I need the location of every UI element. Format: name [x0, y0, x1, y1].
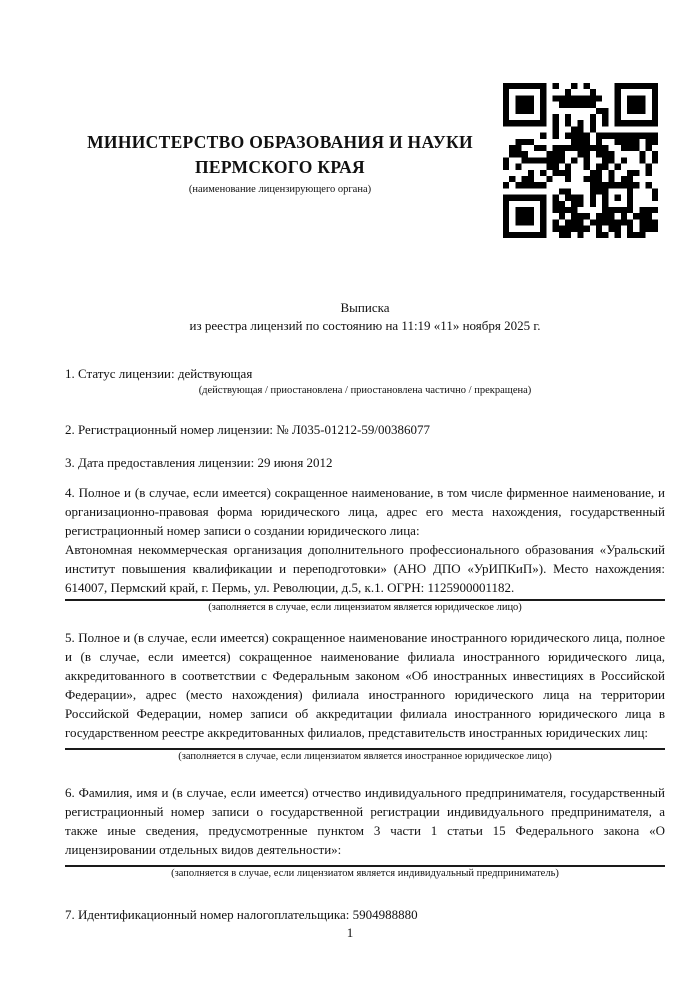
ministry-name-line1: МИНИСТЕРСТВО ОБРАЗОВАНИЯ И НАУКИ: [87, 132, 473, 152]
page-number: 1: [346, 925, 354, 940]
ministry-caption: (наименование лицензирующего органа): [188, 184, 372, 195]
item-7-taxpayer-number: 7. Идентификационный номер налогоплательщика: 5904988880: [65, 907, 418, 922]
item-4-legal-entity-value: Автономная некоммерческая организация дополнительного профессионального образования «Уральский институт повышения квалификации и переподготовки» (АНО ДПО «УрИПКиП»). Место нахождения: 614007, Пермский край, г. Пермь, ул. Революции, д.5, к.1. ОГРН: 1125900001182.: [65, 542, 665, 595]
document-title: Выписка: [340, 300, 390, 315]
item-1-license-status: 1. Статус лицензии: действующая: [65, 366, 253, 381]
item-5-caption: (заполняется в случае, если лицензиатом является иностранное юридическое лицо): [178, 751, 552, 762]
item-6-entrepreneur-heading: 6. Фамилия, имя и (в случае, если имеется) отчество индивидуального предпринимателя, государственный регистрационный номер записи о государственной регистрации индивидуального предпринимателя, а также иные сведения, предусмотренные пунктом 3 части 1 статьи 15 Федерального закона «О лицензировании отдельных видов деятельности»:: [65, 785, 665, 857]
item-1-caption: (действующая / приостановлена / приостановлена частично / прекращена): [198, 385, 532, 396]
document-subtitle: из реестра лицензий по состоянию на 11:19 «11» ноября 2025 г.: [189, 318, 541, 333]
qr-code: [503, 83, 658, 238]
item-3-grant-date: 3. Дата предоставления лицензии: 29 июня 2012: [65, 455, 333, 470]
ministry-name-line2: ПЕРМСКОГО КРАЯ: [195, 157, 365, 177]
document-body: [65, 364, 665, 924]
item-4-caption: (заполняется в случае, если лицензиатом является юридическое лицо): [208, 602, 522, 613]
item-4-legal-entity-heading: 4. Полное и (в случае, если имеется) сокращенное наименование, в том числе фирменное наименование, и организационно-правовая форма юридического лица, адрес его места нахождения, государственный регистрационный номер записи о создании юридического лица:: [65, 485, 665, 538]
item-2-registration-number: 2. Регистрационный номер лицензии: № Л035-01212-59/00386077: [65, 422, 431, 437]
item-5-foreign-entity-heading: 5. Полное и (в случае, если имеется) сокращенное наименование иностранного юридического лица, полное и (в случае, если имеется) сокращенное наименование филиала иностранного юридического лица, аккредитованного в соответствии с Федеральным законом «Об иностранных инвестициях в Российской Федерации», адрес (место нахождения) филиала иностранного юридического лица на территории Российской Федерации, номер записи об аккредитации филиала иностранного юридического лица в государственном реестре аккредитованных филиалов, представительств иностранных юридических лиц:: [65, 630, 665, 740]
licensing-authority-header: [62, 130, 498, 196]
item-6-caption: (заполняется в случае, если лицензиатом является индивидуальный предприниматель): [171, 868, 559, 879]
document-title-block: [65, 299, 665, 335]
